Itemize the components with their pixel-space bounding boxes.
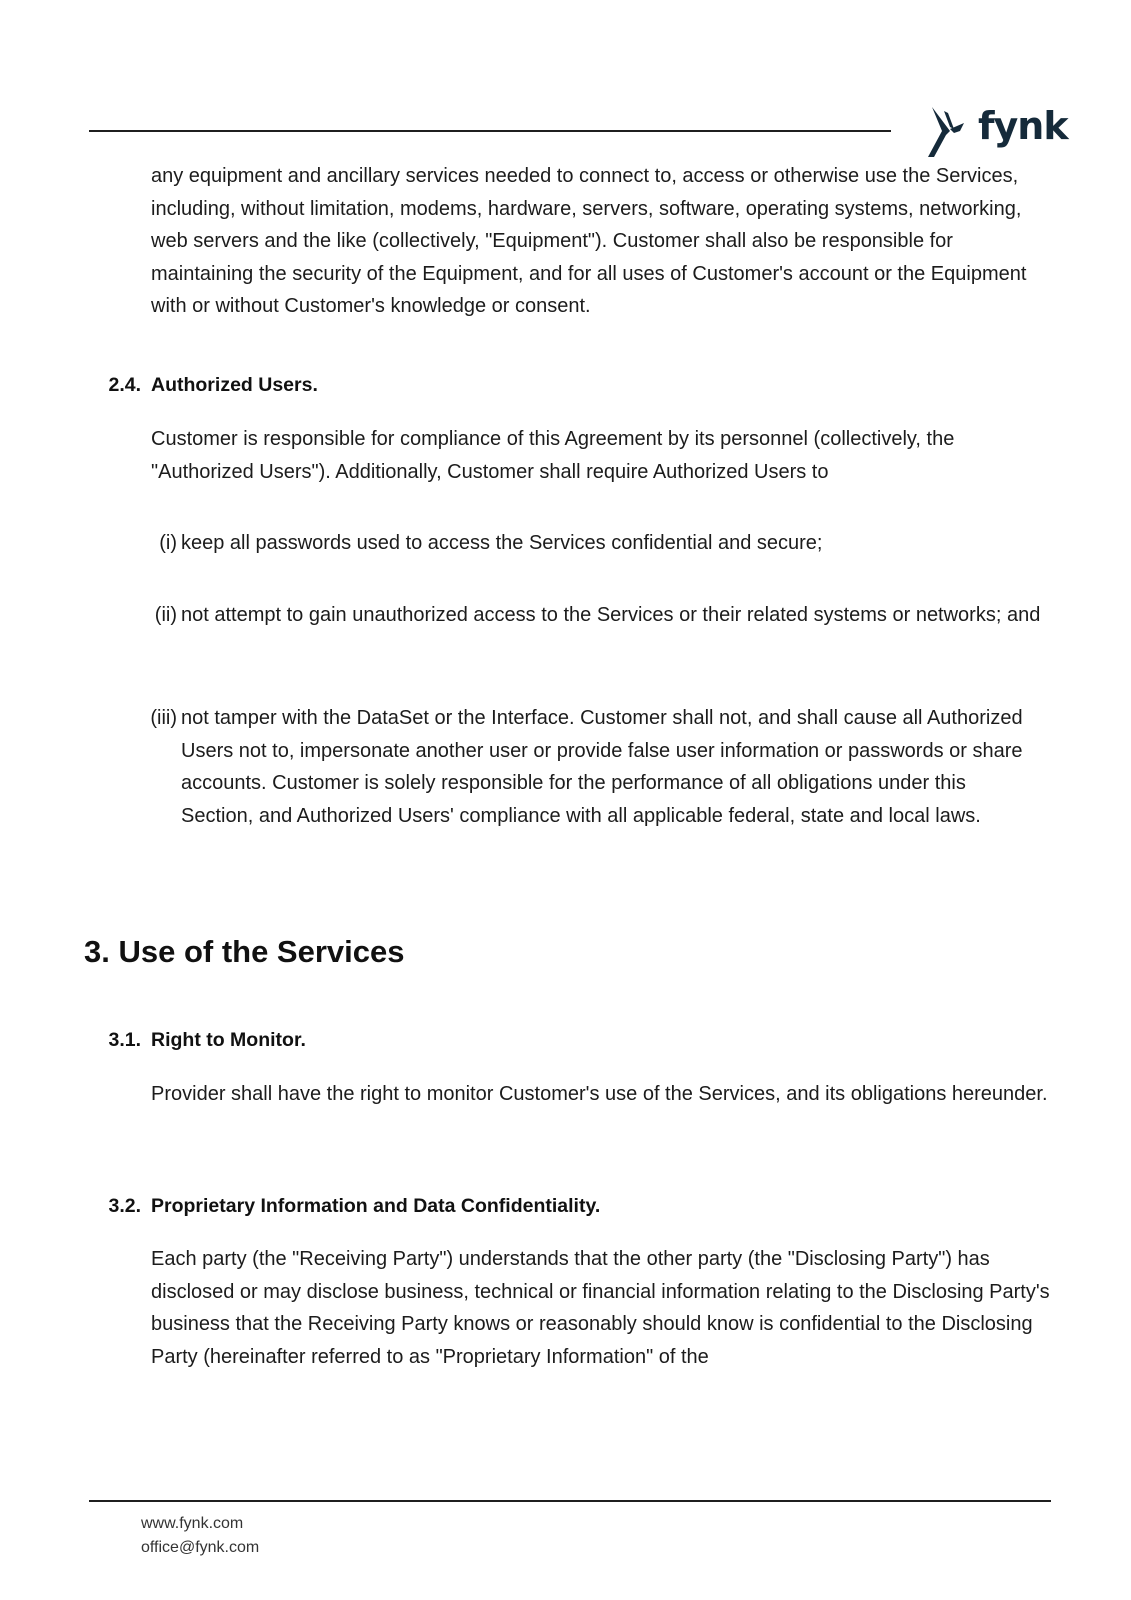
section-2-4-body-text: Customer is responsible for compliance of this Agreement by its personnel (collectively, the "Authorized Users"). Additionally, Customer shall require Authorized Users to bbox=[151, 428, 955, 483]
footer-website: www.fynk.com bbox=[141, 1515, 244, 1532]
list-item-marker: (iii) bbox=[150, 707, 177, 729]
section-3-1-heading bbox=[108, 1029, 306, 1051]
list-item bbox=[150, 702, 1041, 832]
logo-wordmark: fynk bbox=[978, 104, 1068, 148]
list-item bbox=[159, 527, 1041, 560]
bird-logo-icon bbox=[920, 103, 976, 159]
list-item-text: keep all passwords used to access the Services confidential and secure; bbox=[181, 532, 823, 554]
section-3-2-heading bbox=[108, 1195, 601, 1217]
footer bbox=[141, 1512, 259, 1560]
list-item-text: not attempt to gain unauthorized access to the Services or their related systems or networks; and bbox=[181, 604, 1041, 626]
section-3-2-number: 3.2. bbox=[108, 1195, 141, 1217]
section-3-title: 3. Use of the Services bbox=[84, 934, 405, 969]
footer-divider bbox=[89, 1500, 1051, 1502]
section-3-1-body bbox=[151, 1078, 1051, 1111]
section-3-1-number: 3.1. bbox=[108, 1029, 141, 1051]
section-2-4-title: Authorized Users. bbox=[151, 374, 318, 396]
section-3-1-body-text: Provider shall have the right to monitor Customer's use of the Services, and its obligations hereunder. bbox=[151, 1083, 1048, 1105]
intro-paragraph bbox=[151, 160, 1051, 323]
section-3-2-body-text: Each party (the "Receiving Party") understands that the other party (the "Disclosing Party") has disclosed or may disclose business, technical or financial information relating to the Disclosing Party's business that the Receiving Party knows or reasonably should know is confidential to the Disclosing Party (hereinafter referred to as "Proprietary Information" of the bbox=[151, 1248, 1050, 1368]
footer-email: office@fynk.com bbox=[141, 1539, 260, 1556]
section-3-1-title: Right to Monitor. bbox=[151, 1029, 306, 1051]
list-item-marker: (ii) bbox=[154, 604, 177, 626]
section-2-4-heading bbox=[108, 374, 318, 396]
section-2-4-number: 2.4. bbox=[108, 374, 141, 396]
list-item-text: not tamper with the DataSet or the Interface. Customer shall not, and shall cause all Authorized Users not to, impersonate another user or provide false user information or passwords or share accounts. Customer is solely responsible for the performance of all obligations under this Section, and Authorized Users' compliance with all applicable federal, state and local laws. bbox=[181, 707, 1023, 827]
header-divider bbox=[89, 130, 891, 132]
intro-paragraph-text: any equipment and ancillary services needed to connect to, access or otherwise use the Services, including, without limitation, modems, hardware, servers, software, operating systems, networking, web servers and the like (collectively, "Equipment"). Customer shall also be responsible for maintaining the security of the Equipment, and for all uses of Customer's account or the Equipment with or without Customer's knowledge or consent. bbox=[151, 165, 1027, 317]
section-3-2-body bbox=[151, 1243, 1051, 1373]
section-2-4-body bbox=[151, 423, 1051, 488]
list-item bbox=[154, 599, 1041, 632]
fynk-logo bbox=[920, 103, 1068, 159]
list-item-marker: (i) bbox=[159, 532, 177, 554]
section-3-2-title: Proprietary Information and Data Confidentiality. bbox=[151, 1195, 601, 1217]
